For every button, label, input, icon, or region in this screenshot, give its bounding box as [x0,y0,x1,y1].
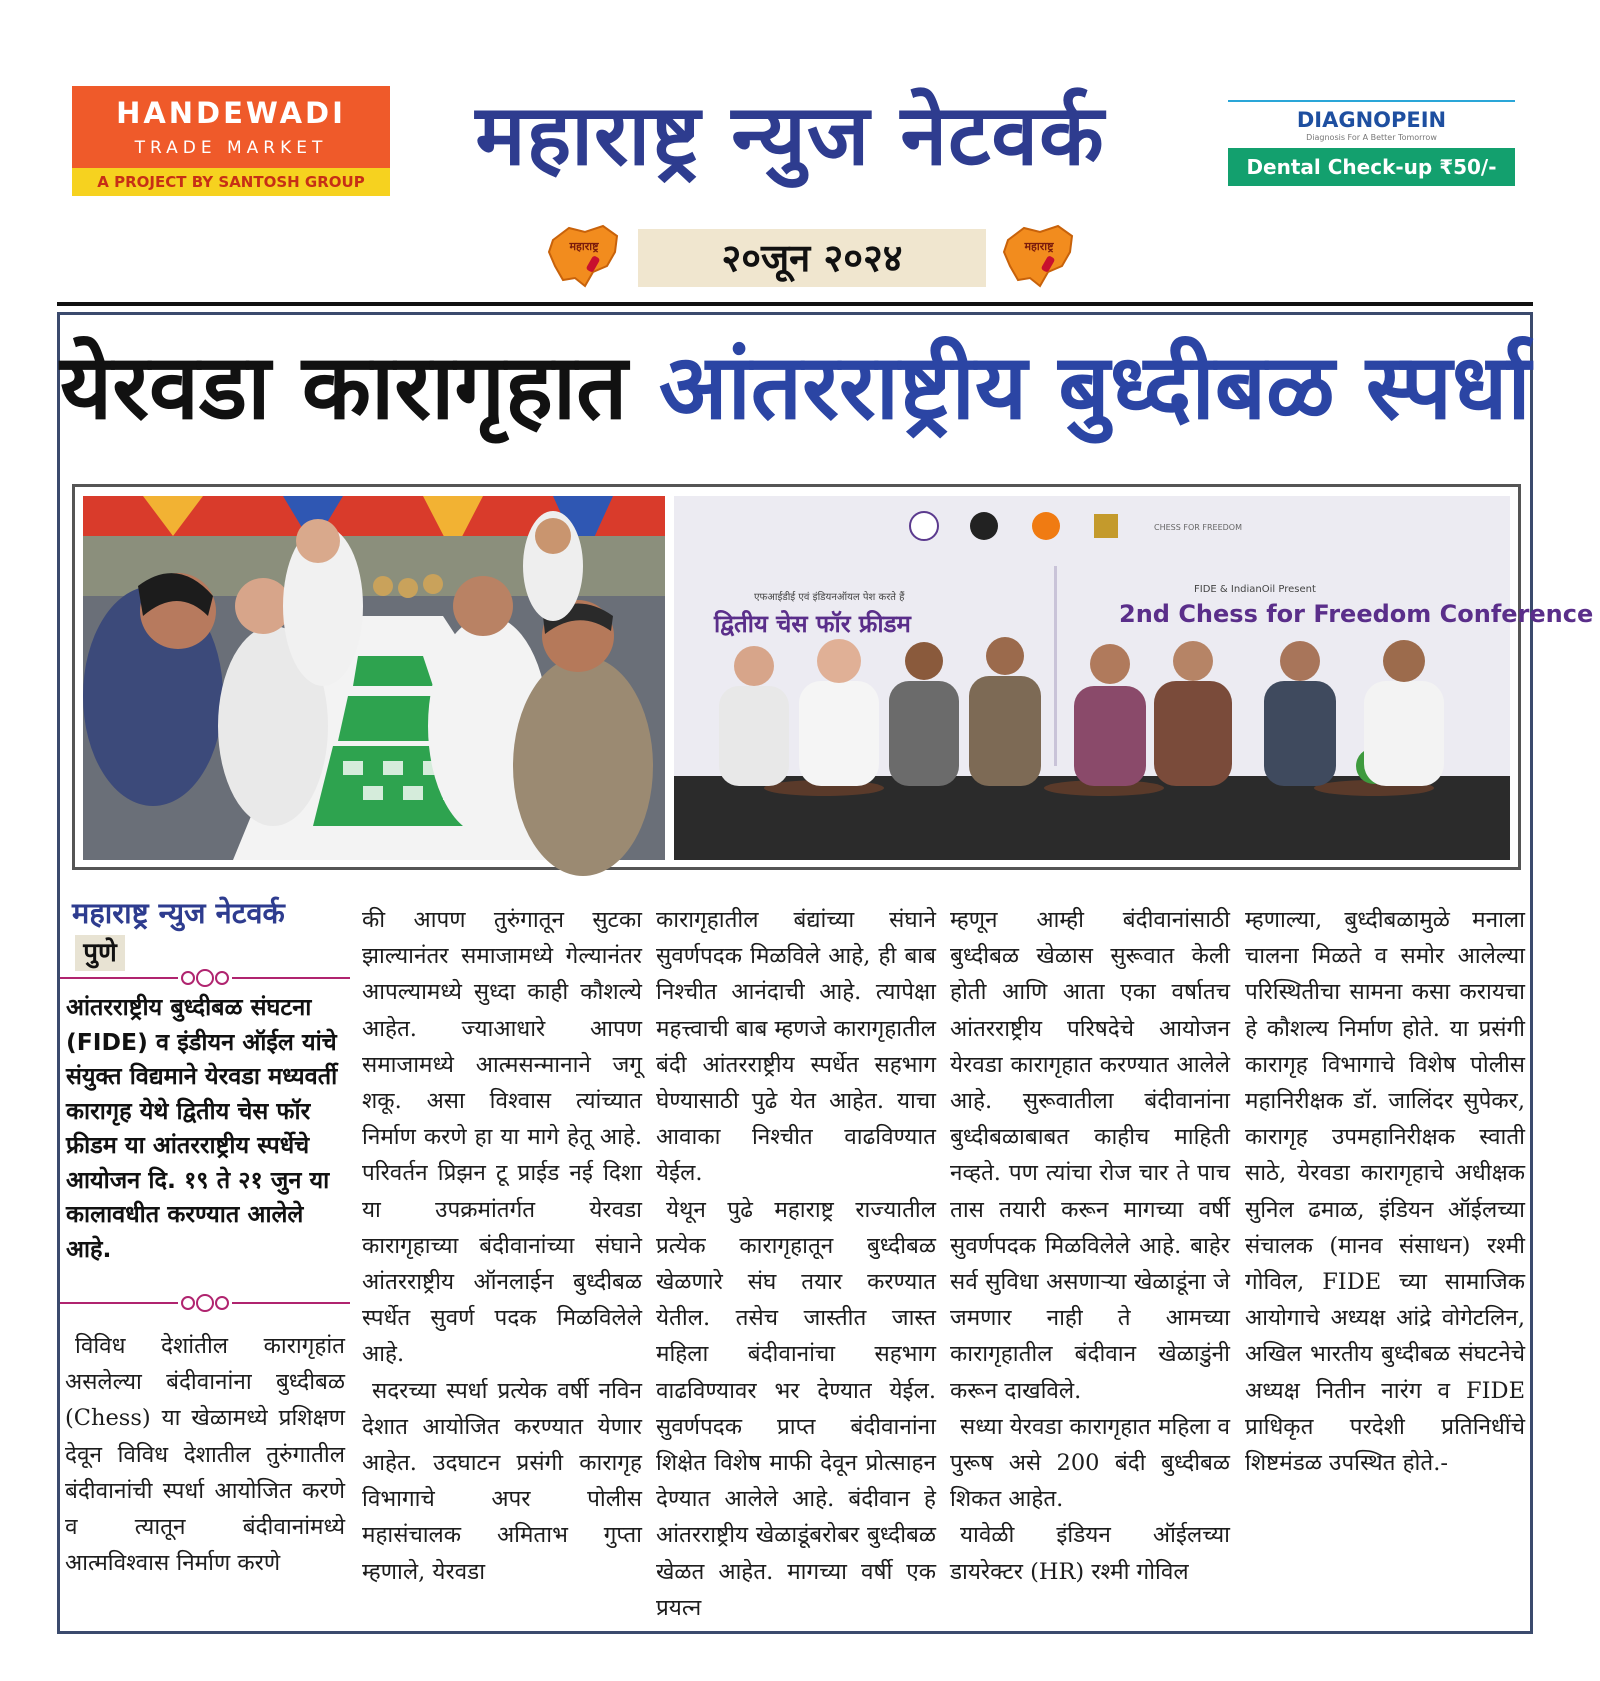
conference-panel-photo [674,496,1594,860]
maharashtra-map-logo [1000,222,1078,290]
paragraph: सदरच्या स्पर्धा प्रत्येक वर्षी नविन देशात आयोजित करण्यात येणार आहेत. उदघाटन प्रसंगी कारागृह विभागाचे अपर पोलीस महासंचालक अमिताभ गुप्ता म्हणाले, येरवडा [362,1377,642,1585]
paragraph: म्हणाल्या, बुध्दीबळामुळे मनाला चालना मिळते व समोर आलेल्या परिस्थितीचा सामना कसा करायचा हे कौशल्य निर्माण होते. या प्रसंगी कारागृह विभागाचे विशेष पोलीस महानिरीक्षक डॉ. जालिंदर सुपेकर, कारागृह उपमहानिरीक्षक स्वाती साठे, येरवडा कारागृहाचे अधीक्षक सुनिल ढमाळ, इंडियन ऑईलच्या संचालक (मानव संसाधन) रश्मी गोविल, FIDE च्या सामाजिक आयोगाचे अध्यक्ष आंद्रे वोगेटलिन, अखिल भारतीय बुध्दीबळ संघटनेचे अध्यक्ष नितीन नारंग व FIDE प्राधिकृत परदेशी प्रतिनिधींचे शिष्टमंडळ उपस्थित होते.- [1245,907,1525,1477]
headline-part1: येरवडा कारागृहात [60,335,628,440]
paragraph: कारागृहातील बंद्यांच्या संघाने सुवर्णपदक मिळविले आहे, ही बाब निश्चीत आनंदाची आहे. त्यापेक्षा महत्त्वाची बाब म्हणजे कारागृहातील बंदी आंतरराष्ट्रीय स्पर्धेत सहभाग घेण्यासाठी पुढे येत आहेत. याचा आवाका निश्चीत वाढविण्यात येईल. [656,907,936,1187]
article-column-5 [1245,902,1525,1622]
maharashtra-map-logo [545,222,623,290]
article-column-3 [656,902,936,1622]
map-logo-text: महाराष्ट्र [1024,240,1054,253]
chess-match-photo [83,496,665,860]
ad-tagline: Diagnosis For A Better Tomorrow [1306,133,1437,142]
dateline-city: पुणे [75,935,125,971]
paragraph: म्हणून आम्ही बंदीवानांसाठी बुध्दीबळ खेळास सुरूवात केली होती आणि आता एका वर्षातच आंतरराष्ट्रीय परिषदेचे आयोजन येरवडा कारागृहात करण्यात आलेले आहे. सुरूवातीला बंदीवानांना बुध्दीबळाबाबत काहीच माहिती नव्हते. पण त्यांचा रोज चार ते पाच तास तयारी करून मागच्या वर्षी सुवर्णपदक मिळविलेले आहे. बाहेर सर्व सुविधा असणाऱ्या खेळाडूंना जे जमणार नाही ते आमच्या कारागृहातील बंदीवान खेळाडुंनी करून दाखविले. [950,907,1230,1404]
paragraph: येथून पुढे महाराष्ट्र राज्यातील प्रत्येक कारागृहातून बुध्दीबळ खेळणारे संघ तयार करण्यात येतील. तसेच जास्तीत जास्त महिला बंदीवानांचा सहभाग वाढविण्यावर भर देण्यात येईल. सुवर्णपदक प्राप्त बंदीवानांना शिक्षेत विशेष माफी देवून प्रोत्साहन देण्यात आलेले आहे. बंदीवान हे आंतरराष्ट्रीय खेळाडूंबरोबर बुध्दीबळ खेळत आहेत. मागच्या वर्षी एक प्रयत्न [656,1196,936,1621]
paragraph: यावेळी इंडियन ऑईलच्या डायरेक्टर (HR) रश्मी गोविल [950,1522,1230,1585]
article-column-4 [950,902,1230,1622]
ad-offer: Dental Check-up ₹50/- [1228,148,1515,186]
headline-part2: आंतरराष्ट्रीय बुध्दीबळ स्पर्धा [658,335,1531,440]
paper-name: महाराष्ट्र न्युज नेटवर्क [475,86,1105,184]
article-column-1 [65,1328,345,1618]
byline: महाराष्ट्र न्युज नेटवर्क [72,896,285,930]
masthead-rule [57,302,1533,306]
ad-strap: A PROJECT BY SANTOSH GROUP [72,168,390,196]
issue-date: २०जून २०२४ [638,229,986,287]
ornament-divider [60,1291,350,1315]
handewadi-ad[interactable] [72,86,390,196]
signage-hindi-title: द्वितीय चेस फॉर फ्रीडम [714,610,911,638]
ornament-divider [60,966,350,990]
article-column-2 [362,902,642,1622]
map-logo-text: महाराष्ट्र [569,240,599,253]
lead-paragraph: आंतरराष्ट्रीय बुध्दीबळ संघटना (FIDE) व इंडीयन ऑईल यांचे संयुक्त विद्यमाने येरवडा मध्यवर्ती कारागृह येथे द्वितीय चेस फॉर फ्रीडम या आंतरराष्ट्रीय स्पर्धेचे आयोजन दि. १९ ते २१ जुन या कालावधीत करण्यात आलेले आहे. [66,993,338,1263]
ad-subtitle: TRADE MARKET [134,138,328,158]
svg-text:CHESS FOR FREEDOM: CHESS FOR FREEDOM [1154,523,1242,532]
signage-en-sub: FIDE & IndianOil Present [1194,584,1316,595]
paragraph: सध्या येरवडा कारागृहात महिला व पुरूष असे 200 बंदी बुध्दीबळ शिकत आहेत. [950,1413,1231,1513]
paragraph: विविध देशांतील कारागृहांत असलेल्या बंदीवानांना बुध्दीबळ (Chess) या खेळामध्ये प्रशिक्षण देवून विविध देशातील तुरुंगातील बंदीवानांची स्पर्धा आयोजित करणे व त्यातून बंदीवानांमध्ये आत्मविश्वास निर्माण करणे [65,1333,345,1577]
diagnopein-ad[interactable] [1228,100,1515,188]
article-headline [60,328,1530,448]
signage-en-title: 2nd Chess for Freedom Conference [1119,600,1594,628]
paragraph: की आपण तुरुंगातून सुटका झाल्यानंतर समाजामध्ये गेल्यानंतर आपल्यामध्ये सुध्दा काही कौशल्ये आहेत. ज्याआधारे आपण समाजामध्ये आत्मसन्मानाने जगू शकू. असा विश्वास त्यांच्यात निर्माण करणे हा या मागे हेतू आहे. परिवर्तन प्रिझन टू प्राईड नई दिशा या उपक्रमांतर्गत येरवडा कारागृहाच्या बंदीवानांच्या संघाने आंतरराष्ट्रीय ऑनलाईन बुध्दीबळ स्पर्धेत सुवर्ण पदक मिळविलेले आहे. [362,907,642,1368]
ad-title: HANDEWADI [116,96,346,130]
ad-brand: DIAGNOPEIN [1296,108,1447,132]
signage-hindi-sub: एफआईडीई एवं इंडियनऑयल पेश करते हैं [754,592,905,603]
